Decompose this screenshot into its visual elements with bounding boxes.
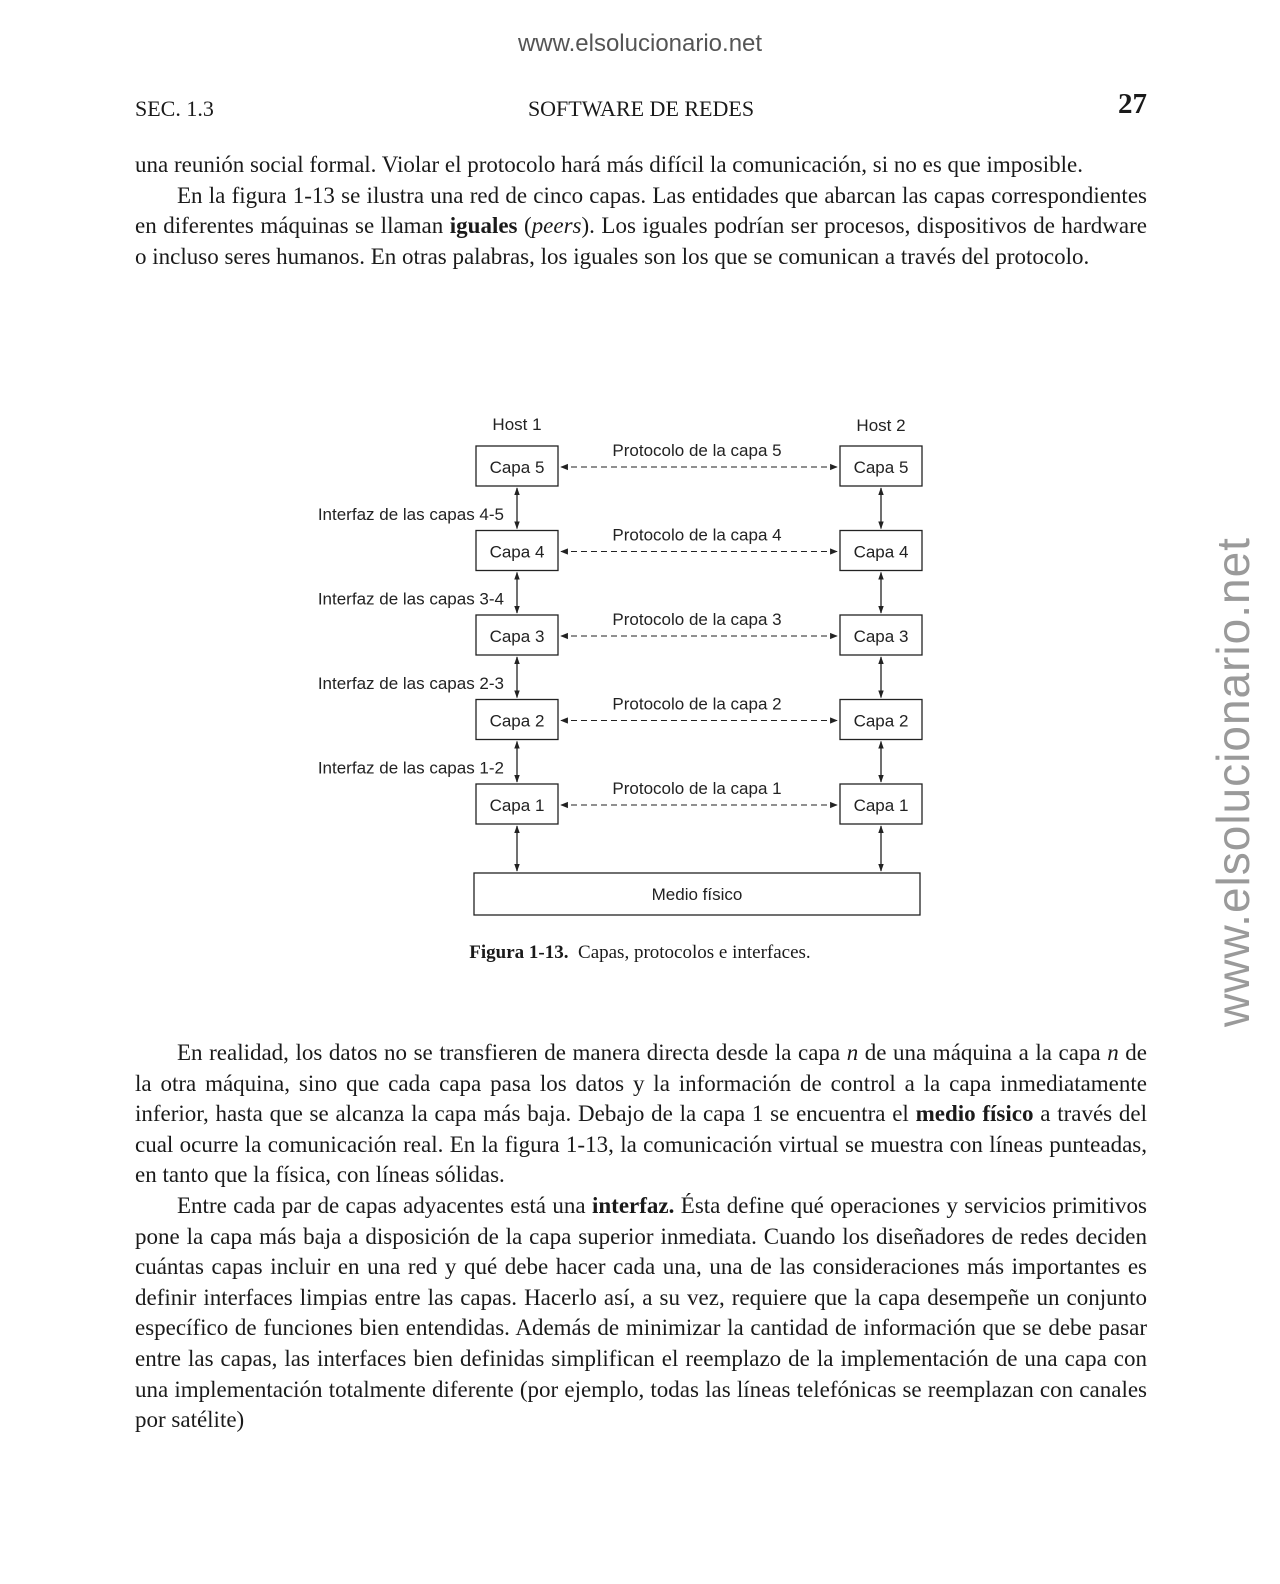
host-2-label: Host 2 [856,416,906,435]
protocol-label: Protocolo de la capa 1 [612,779,782,798]
text-run: ( [517,213,532,239]
text-run: de una máquina a la capa [858,1040,1108,1065]
interface-label: Interfaz de las capas 3-4 [317,589,504,609]
caption-label: Figura 1-13. [469,942,569,963]
watermark-url-top: www.elsolucionario.net [517,30,763,57]
term-interfaz: interfaz. [592,1192,675,1218]
body-text-top [135,150,1147,272]
text-run: Ésta define qué operaciones y servicios primitivos pone la capa más baja a disposición de la capa superior inmediata. Cuando los diseñadores de redes deciden cuántas capas incluir en una red y qué debe hacer cada una, una de las consideraciones más importantes es definir interfaces limpias entre las capas. Hacerlo así, a su vez, requiere que la capa desempeñe un conjunto específico de funciones bien entendidas. Además de minimizar la cantidad de información que se debe pasar entre las capas, las interfaces bien definidas simplifican el reemplazo de la implementación de una capa con una implementación totalmente diferente (por ejemplo, todas las líneas telefónicas se reemplazan con canales por satélite) [135,1192,1147,1433]
protocol-label: Protocolo de la capa 5 [612,441,782,460]
layers-diagram-svg [0,400,1280,940]
protocol-label: Protocolo de la capa 2 [612,694,782,714]
watermark-url-side: www.elsolucionario.net [1207,537,1259,1027]
term-peers: peers [531,213,582,239]
figure-caption [0,942,1280,964]
section-number: SEC. 1.3 [135,96,214,121]
layer-label-host1: Capa 4 [489,542,545,562]
chapter-section-title: SOFTWARE DE REDES [527,96,755,121]
layer-label-host1: Capa 1 [489,796,545,815]
layer-label-host2: Capa 1 [853,796,909,815]
text-run: En la figura 1-13 se ilustra una red de cinco capas. Las entidades que abarcan las capas correspondientes en diferentes máquinas se llaman [135,182,1147,239]
body-text-bottom [135,1038,1147,1436]
layer-label-host2: Capa 4 [853,542,909,562]
page-number: 27 [1118,88,1147,120]
interface-label: Interfaz de las capas 1-2 [317,758,504,778]
protocol-label: Protocolo de la capa 3 [612,610,782,629]
host-1-label: Host 1 [492,415,542,434]
caption-text: Capas, protocolos e interfaces. [578,942,811,963]
paragraph: una reunión social formal. Violar el protocolo hará más difícil la comunicación, si no es que imposible. [135,152,1083,177]
layer-label-host2: Capa 2 [853,711,909,731]
protocol-label: Protocolo de la capa 4 [612,525,782,545]
text-run: a través del cual ocurre la comunicación real. En la figura 1-13, la comunicación virtual se muestra con líneas punteadas, en tanto que la física, con líneas sólidas. [135,1101,1147,1188]
term-iguales: iguales [449,213,518,239]
interface-label: Interfaz de las capas 2-3 [317,674,504,693]
running-header [135,88,1147,126]
layer-label-host1: Capa 2 [489,711,545,731]
paragraph [135,1191,1147,1436]
layer-label-host2: Capa 5 [853,458,909,477]
interface-label: Interfaz de las capas 4-5 [317,505,504,524]
layer-label-host1: Capa 5 [489,458,545,477]
text-run: de la otra máquina, sino que cada capa pasa los datos y la información de control a la capa inmediatamente inferior, hasta que se alcanza la capa más baja. Debajo de la capa 1 se encuentra el [135,1040,1147,1127]
paragraph [135,181,1147,273]
layer-label-host1: Capa 3 [489,627,545,646]
text-run: ). Los iguales podrían ser procesos, dispositivos de hardware o incluso seres humanos. En otras palabras, los iguales son los que se comunican a través del protocolo. [135,213,1147,269]
variable-n: n [1107,1040,1119,1065]
figure-layers-diagram [0,400,1280,940]
paragraph [135,1038,1147,1191]
physical-medium-label: Medio físico [651,885,743,904]
variable-n: n [846,1040,859,1065]
text-run: En realidad, los datos no se transfieren de manera directa desde la capa [177,1040,847,1065]
text-run: Entre cada par de capas adyacentes está una [177,1192,592,1218]
term-medio-fisico: medio físico [915,1101,1034,1127]
layer-label-host2: Capa 3 [853,627,909,646]
